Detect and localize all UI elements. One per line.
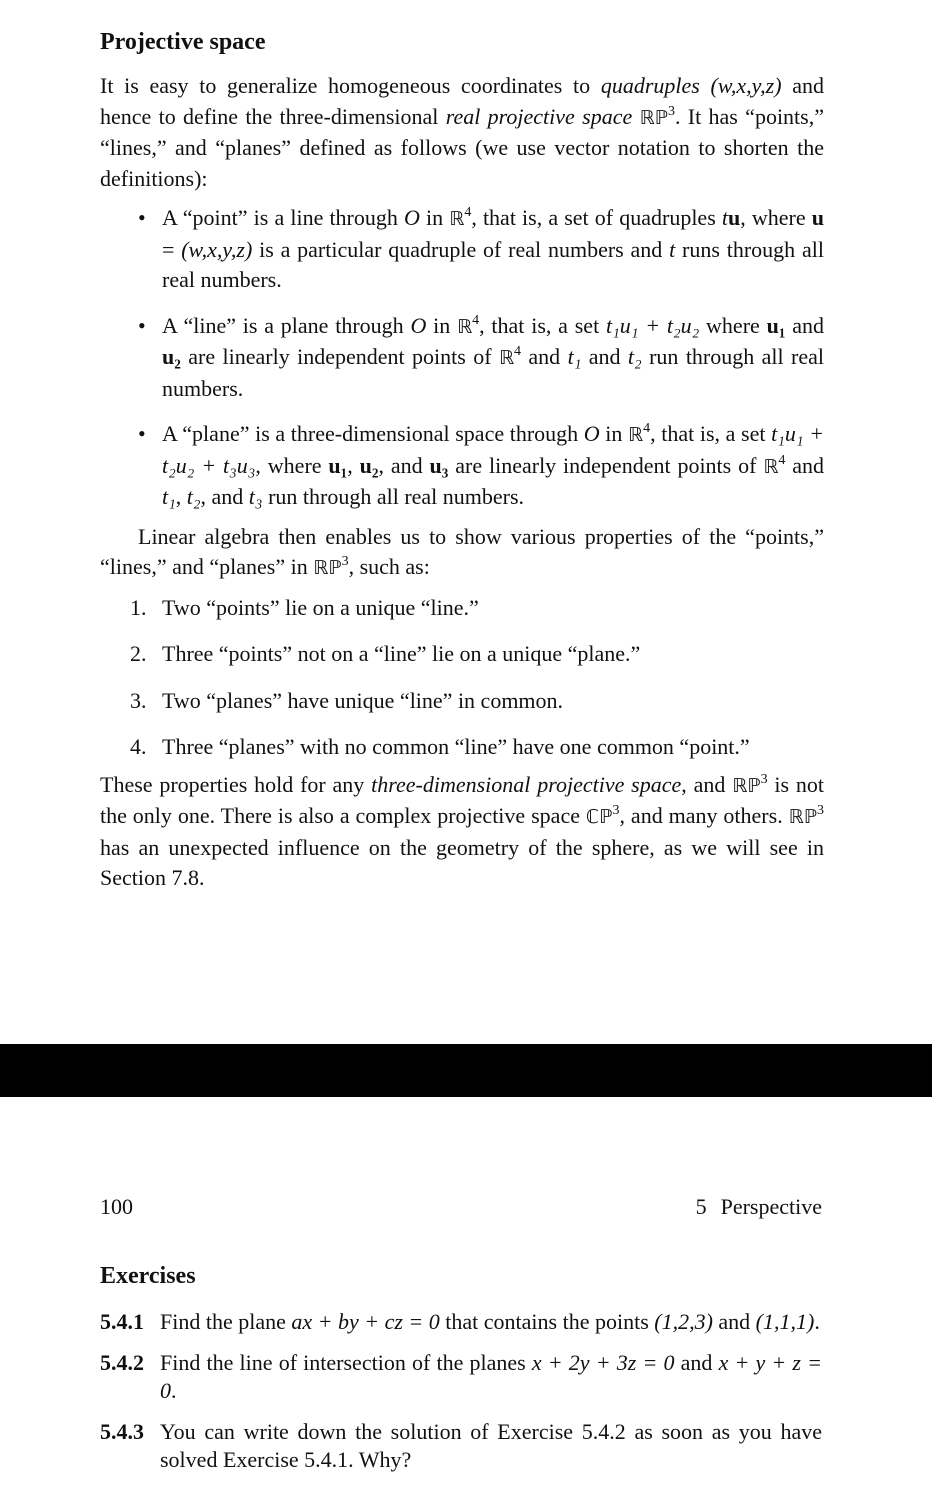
exercises-title: Exercises: [100, 1263, 196, 1289]
definition-point: • A “point” is a line through O in ℝ$^4$, that is, a set of quadruples tu, where u = (w,x,y,z) is a particular quadruple of real numbers and t runs through all real numbers.: [138, 205, 824, 292]
property-item: 2. Three “points” not on a “line” lie on a unique “plane.”: [130, 641, 641, 666]
exercise-item: 5.4.3 You can write down the solution of Exercise 5.4.2 as soon as you have solved Exercise 5.4.1. Why?: [100, 1419, 822, 1472]
definition-line: • A “line” is a plane through O in ℝ$^4$, that is, a set t₁u₁ + t₂u₂ where u₁ and u₂ are linearly independent points of ℝ$^4$ and t₁ and t₂ run through all real numbers.: [138, 312, 825, 401]
bullet-icon: •: [138, 312, 146, 338]
intro-paragraph: It is easy to generalize homogeneous coordinates to quadruples (w,x,y,z) and hence to define the three-dimensional real projective space ℝℙ$^3$. It has “points,” “lines,” and “planes” defined as follows (we use vector notation to shorten the definitions):: [100, 73, 825, 191]
definition-plane: • A “plane” is a three-dimensional space through O in ℝ$^4$, that is, a set t₁u₁ + t₂u₂ + t₃u₃, where u₁, u₂, and u₃ are linearly independent points of ℝ$^4$ and t₁, t₂, and t₃ run through all real numbers.: [138, 421, 825, 509]
closing-paragraph: These properties hold for any three-dimensional projective space, and ℝℙ$^3$ is not the only one. There is also a complex projective space ℂℙ$^3$, and many others. ℝℙ$^3$ has an unexpected influence on the geometry of the sphere, as we will see in Section 7.8.: [100, 771, 825, 890]
property-item: 4. Three “planes” with no common “line” have one common “point.”: [130, 734, 750, 759]
page-number: 100: [100, 1194, 133, 1219]
exercises-section: [100, 1260, 822, 1474]
section-title: Projective space: [100, 29, 266, 55]
property-item: 1. Two “points” lie on a unique “line.”: [130, 594, 479, 620]
property-item: 3. Two “planes” have unique “line” in common.: [130, 687, 564, 713]
definition-list: [100, 203, 824, 513]
exercise-item: 5.4.1 Find the plane ax + by + cz = 0 that contains the points (1,2,3) and (1,1,1).: [100, 1309, 820, 1334]
running-head: [100, 1192, 822, 1222]
chapter-heading: 5 Perspective: [695, 1194, 822, 1219]
properties-list: [100, 593, 824, 763]
bullet-icon: •: [138, 421, 146, 446]
linear-algebra-paragraph: Linear algebra then enables us to show various properties of the “points,” “lines,” and “planes” in ℝℙ$^3$, such as:: [100, 523, 824, 579]
section-body: [100, 26, 824, 894]
exercise-item: 5.4.2 Find the line of intersection of the planes x + 2y + 3z = 0 and x + y + z = 0.: [100, 1350, 822, 1403]
page-break-bar: [0, 1044, 932, 1097]
bullet-icon: •: [138, 205, 146, 230]
